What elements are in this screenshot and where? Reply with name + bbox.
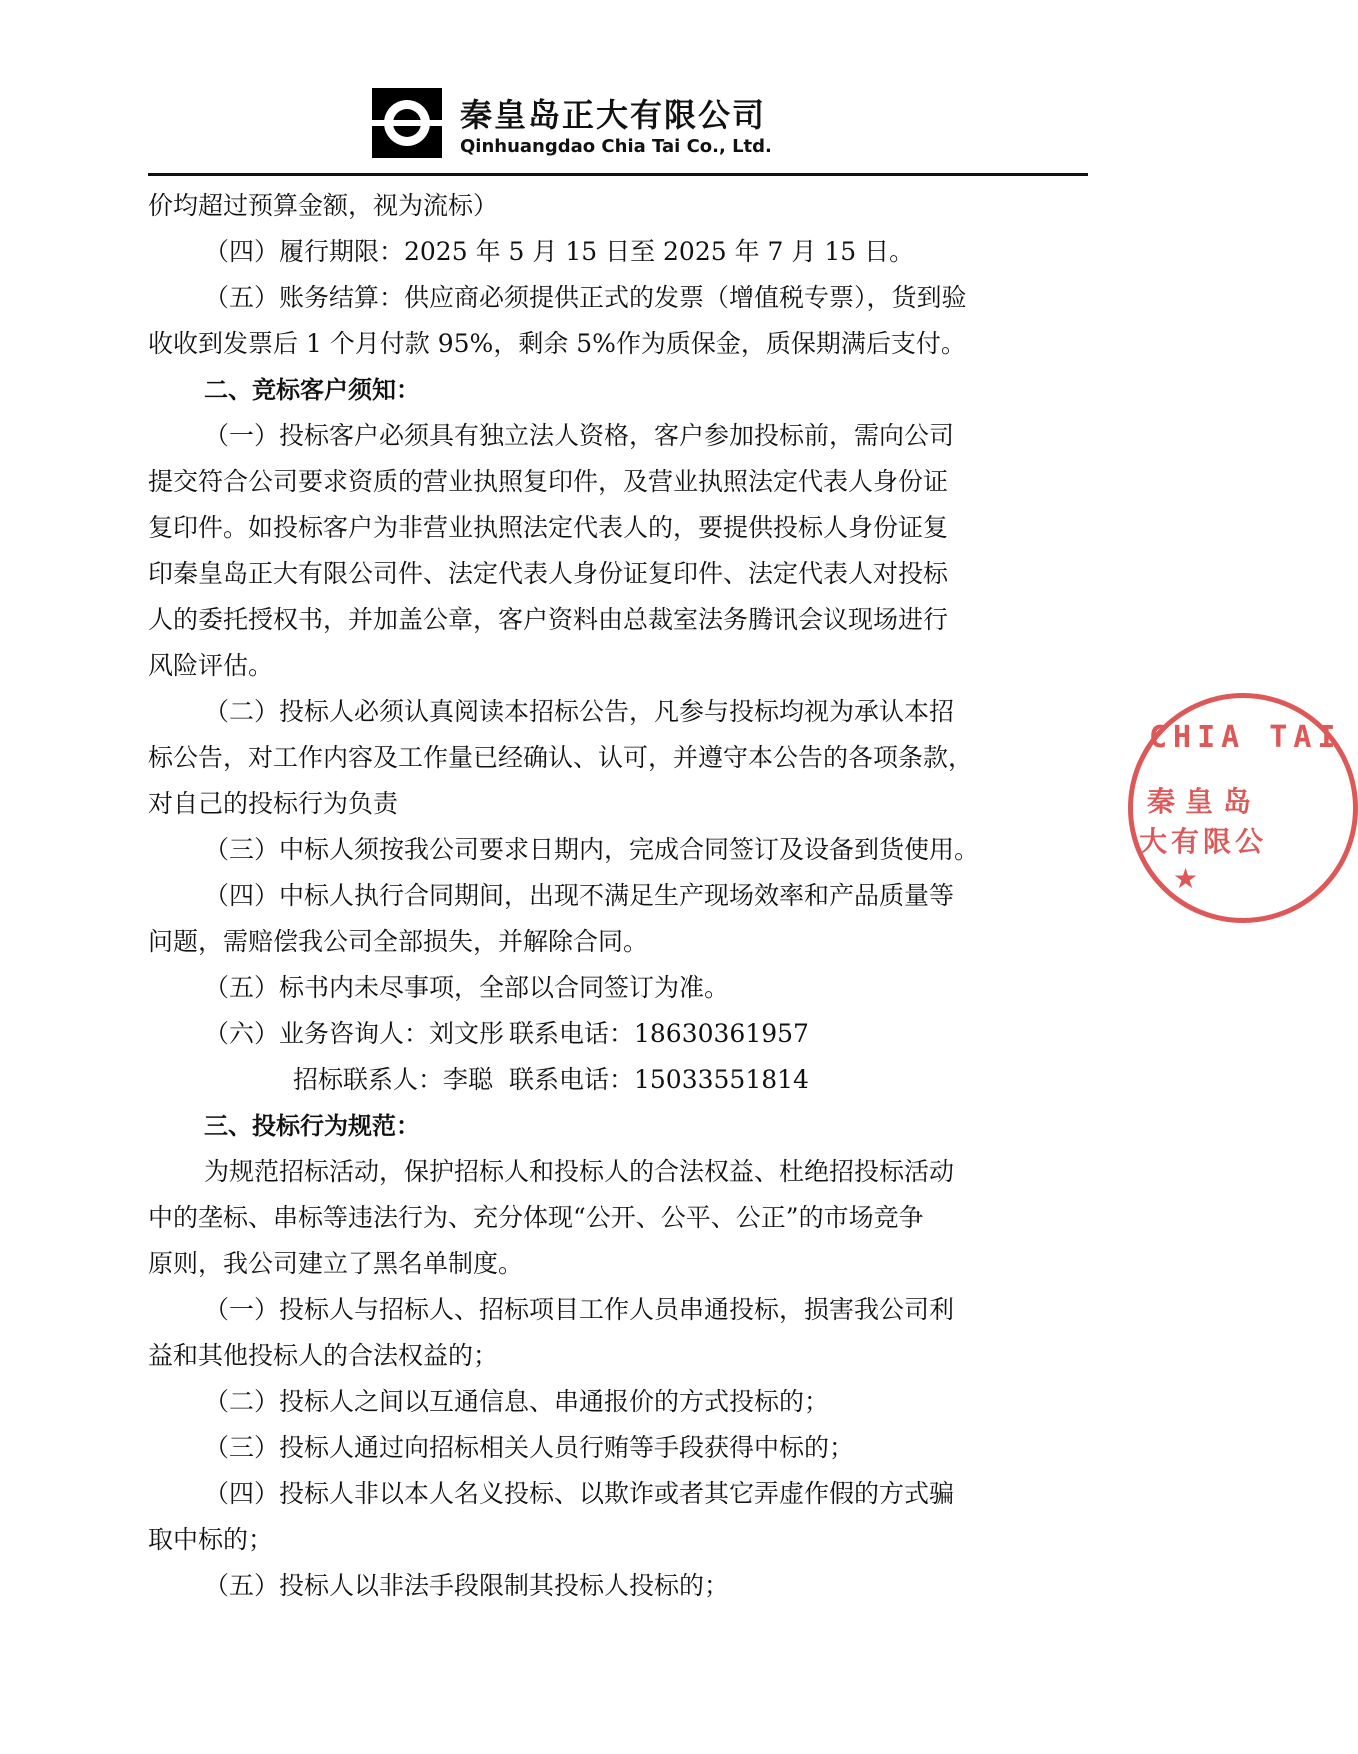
chia-tai-logo-icon [372,88,442,158]
star-icon: ★ [1173,862,1199,895]
text-line: （五）标书内未尽事项，全部以合同签订为准。 [204,973,730,1002]
contact-phone: 联系电话：18630361957 [509,1019,809,1048]
text-line: 标公告，对工作内容及工作量已经确认、认可，并遵守本公告的各项条款， [148,743,974,772]
text-line: 价均超过预算金额，视为流标） [148,191,499,220]
contact-row [148,1057,1088,1103]
text-line: 风险评估。 [148,651,274,680]
text-line: （三）投标人通过向招标相关人员行贿等手段获得中标的； [204,1433,855,1462]
text-line: 印秦皇岛正大有限公司件、法定代表人身份证复印件、法定代表人对投标 [148,559,949,588]
contact-row [148,1011,1088,1057]
contact-name: （六）业务咨询人：刘文彤 [204,1019,505,1048]
company-seal-stamp [1128,693,1358,923]
seal-text-cn-1: 秦皇岛 [1147,785,1262,818]
company-name-en: Qinhuangdao Chia Tai Co., Ltd. [460,136,772,157]
text-line: 中的垄标、串标等违法行为、充分体现“公开、公平、公正”的市场竞争 [148,1203,924,1232]
text-line: 提交符合公司要求资质的营业执照复印件，及营业执照法定代表人身份证 [148,467,949,496]
text-line: （二）投标人之间以互通信息、串通报价的方式投标的； [204,1387,830,1416]
letterhead [372,78,892,168]
seal-text-en: CHIA TAI [1149,720,1342,755]
company-name-cn: 秦皇岛正大有限公司 [460,96,767,134]
section-heading: 二、竞标客户须知： [204,376,420,404]
text-line: （五）账务结算：供应商必须提供正式的发票（增值税专票），货到验 [204,283,967,312]
contact-name: 招标联系人：李聪 [293,1065,494,1094]
text-line: （一）投标人与招标人、招标项目工作人员串通投标，损害我公司利 [204,1295,955,1324]
text-line: 问题，需赔偿我公司全部损失，并解除合同。 [148,927,649,956]
text-line: 对自己的投标行为负责 [148,789,399,818]
text-line: 复印件。如投标客户为非营业执照法定代表人的，要提供投标人身份证复 [148,513,949,542]
text-line: （四）履行期限：2025 年 5 月 15 日至 2025 年 7 月 15 日。 [204,237,915,266]
text-line: 益和其他投标人的合法权益的； [148,1341,499,1370]
text-line: （一）投标客户必须具有独立法人资格，客户参加投标前，需向公司 [204,421,955,450]
document-body [148,183,1088,1609]
text-line: （四）中标人执行合同期间，出现不满足生产现场效率和产品质量等 [204,881,955,910]
text-line: 人的委托授权书，并加盖公章，客户资料由总裁室法务腾讯会议现场进行 [148,605,949,634]
text-line: 为规范招标活动，保护招标人和投标人的合法权益、杜绝招投标活动 [204,1157,955,1186]
header-divider [148,173,1088,176]
section-heading: 三、投标行为规范： [204,1112,420,1140]
text-line: 取中标的； [148,1525,274,1554]
text-line: （三）中标人须按我公司要求日期内，完成合同签订及设备到货使用。 [204,835,980,864]
contact-phone: 联系电话：15033551814 [509,1065,809,1094]
text-line: 收收到发票后 1 个月付款 95%，剩余 5%作为质保金，质保期满后支付。 [148,329,966,358]
text-line: 原则，我公司建立了黑名单制度。 [148,1249,524,1278]
text-line: （五）投标人以非法手段限制其投标人投标的； [204,1571,730,1600]
seal-text-cn-2: 大有限公 [1139,825,1268,858]
text-line: （四）投标人非以本人名义投标、以欺诈或者其它弄虚作假的方式骗 [204,1479,955,1508]
text-line: （二）投标人必须认真阅读本招标公告，凡参与投标均视为承认本招 [204,697,955,726]
